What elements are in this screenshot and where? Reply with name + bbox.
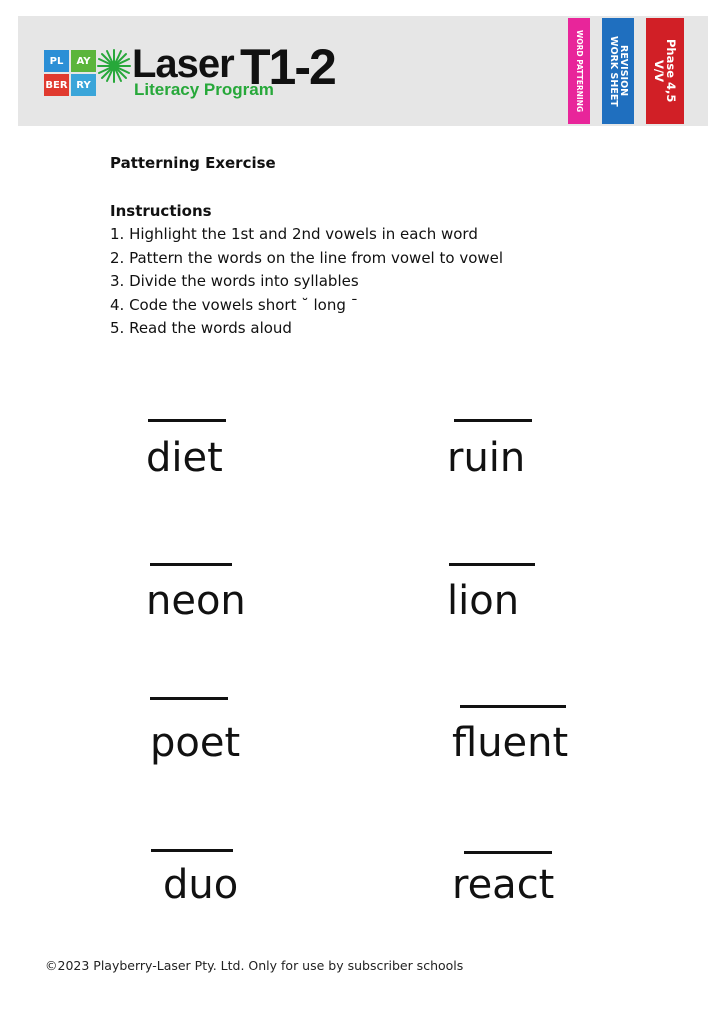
logo-brand-text: Laser (132, 42, 234, 86)
laser-burst-icon (96, 48, 132, 84)
pattern-line (449, 563, 535, 566)
pattern-line (148, 419, 226, 422)
word-fluent: fluent (452, 720, 569, 766)
instruction-item: 4. Code the vowels short ˘ long ¯ (110, 295, 359, 314)
tab-word-patterning: WORD PATTERNING (568, 18, 590, 124)
tab-revision-worksheet: REVISION WORK SHEET (602, 18, 634, 124)
puzzle-piece-ber: BER (44, 74, 69, 96)
word-poet: poet (150, 720, 241, 766)
instruction-item: 1. Highlight the 1st and 2nd vowels in each word (110, 225, 478, 243)
copyright-footer: ©2023 Playberry-Laser Pty. Ltd. Only for use by subscriber schools (45, 958, 464, 973)
pattern-line (454, 419, 532, 422)
puzzle-piece-ay: AY (71, 50, 96, 72)
word-lion: lion (447, 578, 520, 624)
instruction-item: 2. Pattern the words on the line from vowel to vowel (110, 248, 504, 267)
instructions-block (110, 152, 630, 341)
word-diet: diet (146, 435, 223, 481)
instruction-item: 5. Read the words aloud (110, 319, 292, 337)
pattern-line (151, 849, 233, 852)
pattern-line (460, 705, 566, 708)
word-react: react (452, 862, 555, 908)
word-duo: duo (163, 862, 239, 908)
laser-logo (44, 39, 344, 104)
puzzle-piece-ry: RY (71, 74, 96, 96)
playberry-puzzle-logo (44, 50, 96, 96)
instructions-heading: Instructions (110, 201, 212, 220)
tab-phase: Phase 4,5 V/V (646, 18, 684, 124)
pattern-line (150, 697, 228, 700)
logo-level-text: T1-2 (240, 39, 335, 95)
worksheet-title: Patterning Exercise (110, 154, 276, 172)
word-ruin: ruin (447, 435, 526, 481)
logo-program-text: Literacy Program (134, 80, 274, 99)
puzzle-piece-pl: PL (44, 50, 69, 72)
pattern-line (464, 851, 552, 854)
instructions-list (110, 223, 630, 341)
instruction-item: 3. Divide the words into syllables (110, 272, 359, 290)
pattern-line (150, 563, 232, 566)
word-neon: neon (146, 578, 246, 624)
